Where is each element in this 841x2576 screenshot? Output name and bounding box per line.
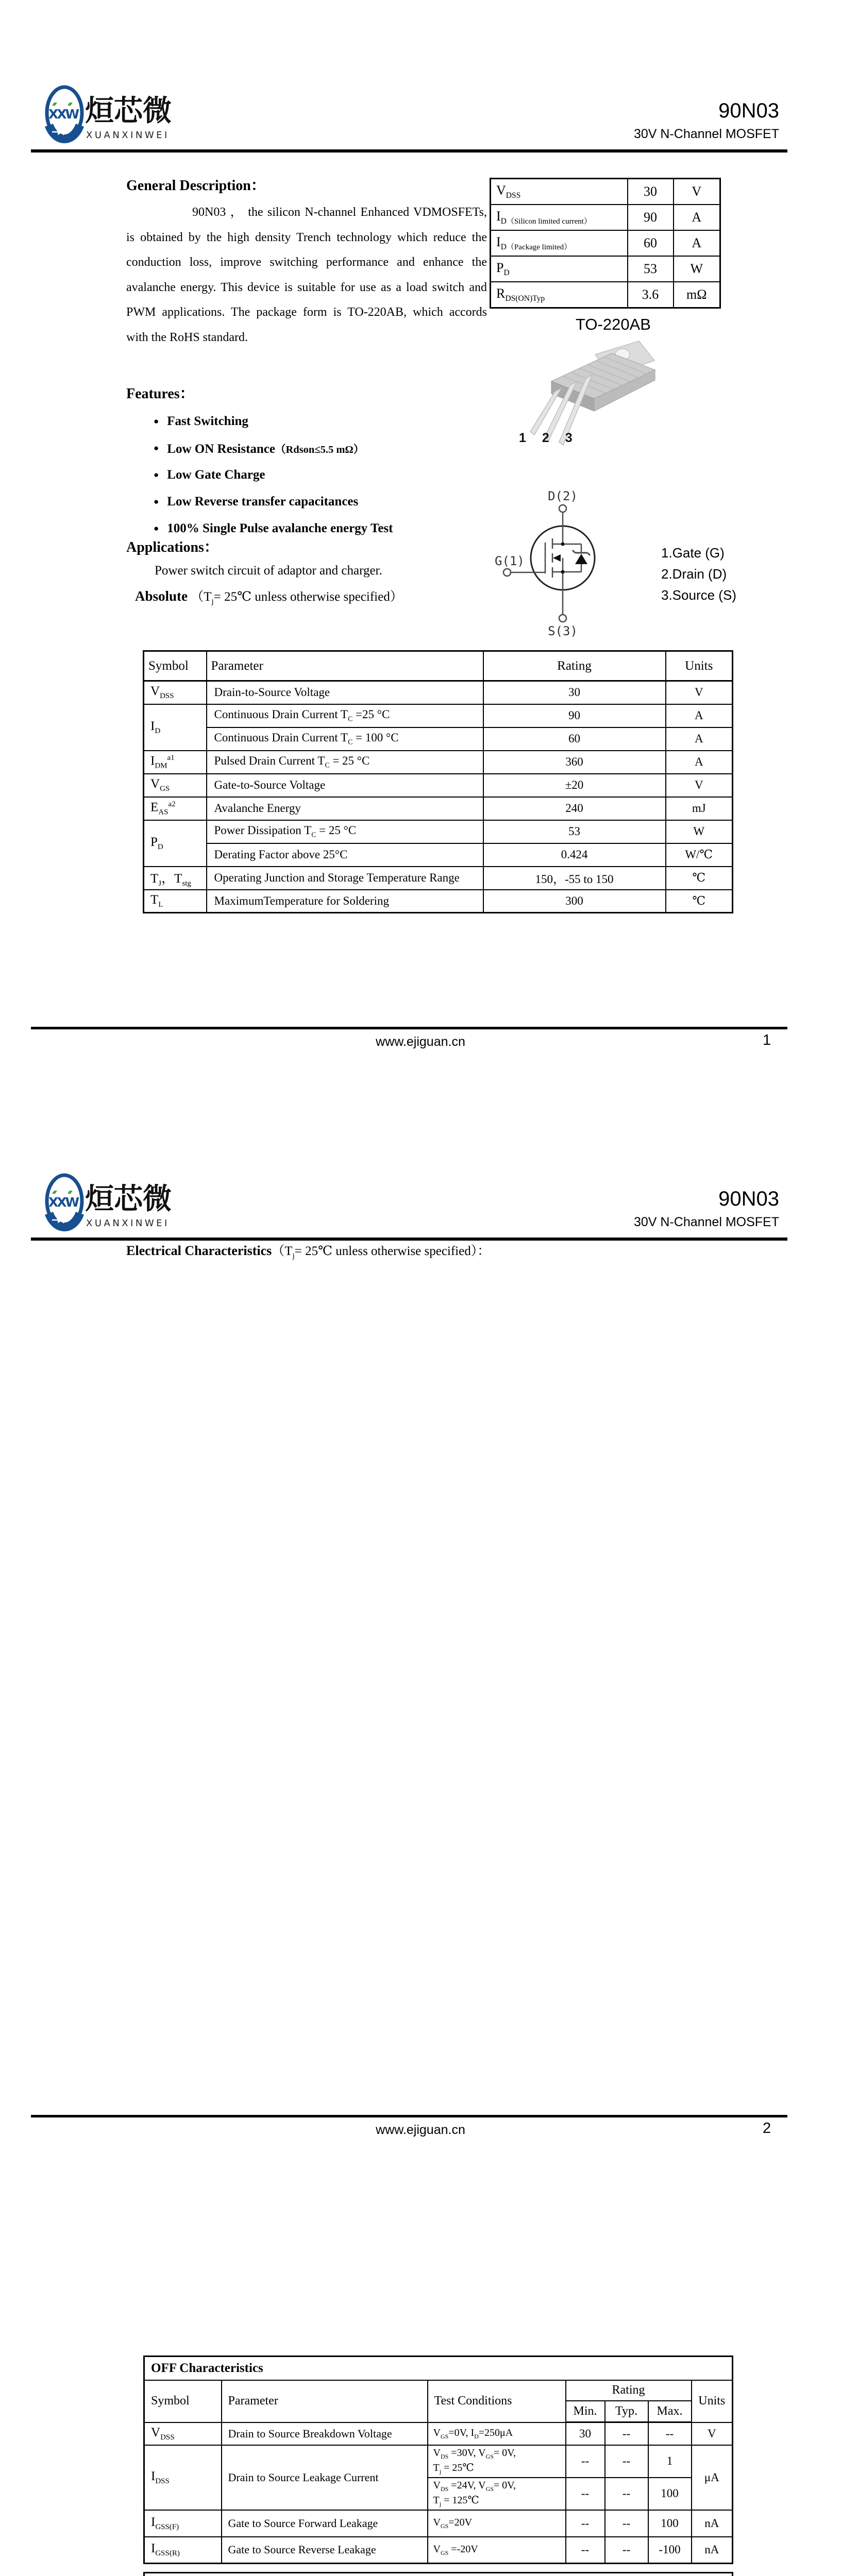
body-diode — [575, 554, 587, 564]
company-logo-icon — [44, 84, 85, 145]
page-number: 2 — [763, 2120, 771, 2137]
list-item: ● Fast Switching — [154, 408, 393, 435]
table-row: Continuous Drain Current $T_C = 100$ °C 60 A — [144, 727, 733, 751]
table-row: $V_{DSS}$ Drain to Source Breakdown Voltage $V_{GS}=0V$, $I_D=250\mu A$ 30 -- -- V — [144, 2422, 733, 2445]
pin-name-gate: 1.Gate (G) — [661, 545, 736, 566]
table-row: $E_{AS}^{a2}$ Avalanche Energy 240 mJ — [144, 797, 733, 820]
table-row: $V_{GS}$ Gate-to-Source Voltage ±20 V — [144, 774, 733, 797]
list-item: ● Low Gate Charge — [154, 462, 393, 488]
summary-ratings-table — [490, 178, 721, 309]
applications-text: Power switch circuit of adaptor and charger. — [155, 564, 382, 578]
table-header-row: Symbol Parameter Test Conditions Rating Units — [144, 2380, 733, 2401]
table-header-row: Symbol Parameter Rating Units — [144, 651, 733, 681]
part-subtitle: 30V N-Channel MOSFET — [515, 1215, 779, 1230]
on-characteristics-table — [143, 2572, 733, 2576]
company-name-en: XUANXINWEI — [86, 130, 170, 141]
off-characteristics-table — [143, 2355, 733, 2564]
footer-url: www.ejiguan.cn — [0, 2123, 841, 2138]
bullet-icon — [154, 416, 159, 427]
footer-rule — [31, 2115, 787, 2117]
table-row: $V_{DSS}$ Drain-to-Source Voltage 30 V — [144, 681, 733, 704]
absolute-ratings-caption — [135, 586, 403, 606]
drain-label: D(2) — [548, 489, 578, 503]
part-subtitle: 30V N-Channel MOSFET — [515, 127, 779, 142]
table-row: $P_D$ 53 W — [491, 256, 720, 282]
table-row: $I_{DM}^{a1}$ Pulsed Drain Current $T_C = 25$ °C 360 A — [144, 751, 733, 774]
source-label: S(3) — [548, 624, 578, 638]
table-row: $R_{DS(ON)Typ}$ 3.6 mΩ — [491, 282, 720, 308]
pin-name-list — [661, 545, 736, 608]
mosfet-arrow — [553, 554, 561, 562]
section-header-row: OFF Characteristics — [144, 2357, 733, 2380]
table-header-row: Min. Typ. Max. — [144, 2401, 733, 2422]
datasheet-page-2 — [0, 1088, 841, 2176]
package-name: TO-220AB — [546, 315, 680, 334]
table-row: $I_{GSS(F)}$ Gate to Source Forward Leakage $V_{GS}=20V$ -- -- 100 nA — [144, 2510, 733, 2537]
pin-numbers-label: 1 2 3 — [519, 431, 579, 445]
table-row: $I_{GSS(R)}$ Gate to Source Reverse Leakage $V_{GS} =-20V$ -- -- -100 nA — [144, 2537, 733, 2564]
header-rule — [31, 149, 787, 152]
footer-url: www.ejiguan.cn — [0, 1035, 841, 1049]
table-row: $V_{DS} =24V$, $V_{GS}= 0V$, $T_j$ = 125℃ -- -- 100 — [144, 2478, 733, 2510]
features-title: Features： — [126, 382, 194, 403]
table-row: $I_{D(Silicon limited current)}$ 90 A — [491, 205, 720, 230]
applications-title: Applications： — [126, 536, 218, 556]
mosfet-symbol-diagram — [474, 477, 639, 641]
to220-package-image — [508, 334, 683, 447]
bullet-icon — [154, 497, 159, 507]
table-row: $I_{DSS}$ Drain to Source Leakage Current $V_{DS} =30V$, $V_{GS}= 0V$, $T_j$ = 25℃ -- -- 1 μA — [144, 2445, 733, 2478]
table-row: Derating Factor above 25°C 0.424 W/℃ — [144, 843, 733, 867]
company-name-en: XUANXINWEI — [86, 1218, 170, 1229]
footer-rule — [31, 1027, 787, 1029]
list-item: ● Low ON Resistance（Rdson≤5.5 mΩ） — [154, 435, 393, 462]
pin-name-source: 3.Source (S) — [661, 587, 736, 608]
bullet-icon — [154, 470, 159, 480]
absolute-ratings-table — [143, 650, 733, 913]
features-list — [154, 408, 393, 542]
bullet-icon — [154, 443, 159, 453]
general-description-text: 90N03 ， the silicon N-channel Enhanced VDMOSFETs, is obtained by the high density Trench technology which reduce the conduction loss, improve switching performance and enhance the avalanche energy. This device is suitable for use as a load switch and PWM applications. The package form is TO-220AB, which accords with the RoHS standard. — [126, 200, 487, 350]
bullet-icon — [154, 523, 159, 534]
general-description-title: General Description： — [126, 174, 265, 195]
table-row: $T_J$，$T_{stg}$ Operating Junction and Storage Temperature Range 150，-55 to 150 ℃ — [144, 867, 733, 890]
part-number: 90N03 — [515, 1188, 779, 1211]
company-logo-icon — [44, 1172, 85, 1233]
page-number: 1 — [763, 1032, 771, 1049]
table-row: $T_L$ MaximumTemperature for Soldering 300 ℃ — [144, 890, 733, 913]
part-number: 90N03 — [515, 99, 779, 123]
section-header-row — [144, 2573, 733, 2576]
absolute-title: Absolute — [135, 588, 188, 604]
table-row: $I_D$ Continuous Drain Current $T_C =25$ °C 90 A — [144, 704, 733, 727]
logo-monogram: XXW — [48, 1195, 79, 1210]
list-item: ● 100% Single Pulse avalanche energy Test — [154, 515, 393, 542]
gate-label: G(1) — [495, 554, 525, 568]
table-row: $I_{D(Package limited)}$ 60 A — [491, 230, 720, 256]
company-name-cn: 烜芯微 — [85, 97, 172, 126]
logo-monogram: XXW — [48, 107, 79, 122]
company-name-cn: 烜芯微 — [85, 1185, 172, 1214]
datasheet-page-1 — [0, 0, 841, 1088]
table-row: $V_{DSS}$ 30 V — [491, 179, 720, 205]
table-row: $P_D$ Power Dissipation $T_C = 25$ °C 53 W — [144, 820, 733, 843]
electrical-characteristics-title: Electrical $Characteristics(T_j=$ 25℃ unless otherwise specified）： — [126, 1241, 490, 1261]
pin-name-drain: 2.Drain (D) — [661, 566, 736, 587]
absolute-condition: （$T_j=$ 25℃ unless otherwise specified） — [191, 590, 402, 604]
list-item: ● Low Reverse transfer capacitances — [154, 488, 393, 515]
